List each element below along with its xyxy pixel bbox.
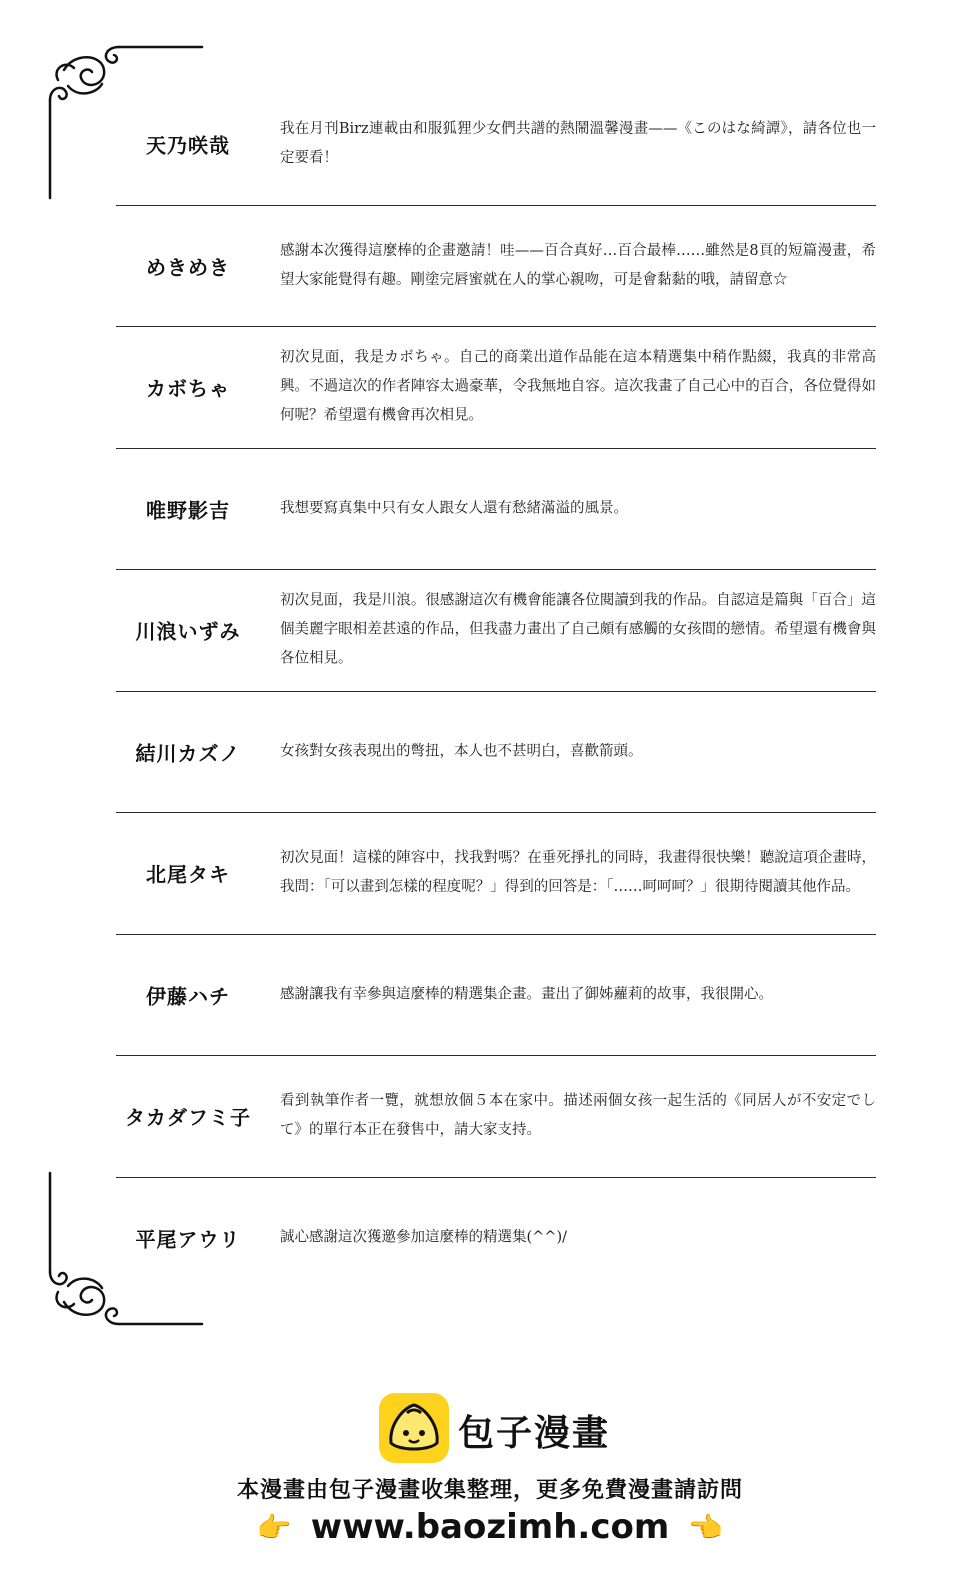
author-name: めきめき (146, 255, 230, 280)
author-comment: 我想要寫真集中只有女人跟女人還有愁緒滿溢的風景。 (280, 500, 628, 517)
list-item (116, 1056, 876, 1178)
site-link[interactable]: www.baozimh.com (310, 1507, 670, 1547)
author-name: 結川カズノ (135, 741, 241, 766)
list-item (116, 84, 876, 206)
author-name: 伊藤ハチ (146, 984, 230, 1009)
baozi-logo-icon (379, 1393, 449, 1463)
pointing-hand-icon: 👉 (256, 1510, 292, 1544)
author-comments-list (116, 84, 876, 1299)
pointing-hand-icon: 👈 (688, 1510, 724, 1544)
list-item (116, 449, 876, 571)
author-comment: 初次見面，我是川浪。很感謝這次有機會能讓各位閱讀到我的作品。自認這是篇與「百合」這個美麗字眼相差甚遠的作品，但我盡力畫出了自己頗有感觸的女孩間的戀情。希望還有機會與各位相見。 (280, 592, 876, 667)
watermark-footer (0, 1385, 980, 1586)
list-item (116, 692, 876, 814)
list-item (116, 935, 876, 1057)
author-name: カボちゃ (146, 376, 230, 401)
author-name: タカダフミ子 (125, 1105, 251, 1130)
author-comment: 看到執筆作者一覽，就想放個５本在家中。描述兩個女孩一起生活的《同居人が不安定でして》的單行本正在發售中，請大家支持。 (280, 1093, 876, 1139)
list-item (116, 206, 876, 328)
author-name: 川浪いずみ (135, 619, 241, 644)
list-item (116, 1178, 876, 1300)
author-comment: 我在月刊Birz連載由和服狐狸少女們共譜的熱鬧溫馨漫畫——《このはな綺譚》，請各位也一定要看！ (280, 121, 876, 167)
list-item (116, 570, 876, 692)
author-comment: 女孩對女孩表現出的彆扭，本人也不甚明白，喜歡箭頭。 (280, 743, 643, 760)
author-comment: 初次見面，我是カボちゃ。自己的商業出道作品能在這本精選集中稍作點綴，我真的非常高興。不過這次的作者陣容太過豪華，令我無地自容。這次我畫了自己心中的百合，各位覺得如何呢？希望還有機會再次相見。 (280, 349, 876, 424)
author-name: 北尾タキ (146, 862, 230, 887)
list-item (116, 327, 876, 449)
author-name: 唯野影吉 (146, 498, 230, 523)
author-comment: 初次見面！這樣的陣容中，找我對嗎？在垂死掙扎的同時，我畫得很快樂！聽說這項企畫時，我問：「可以畫到怎樣的程度呢？」得到的回答是：「……呵呵呵？」很期待閱讀其他作品。 (280, 850, 876, 896)
list-item (116, 813, 876, 935)
author-name: 平尾アウリ (135, 1227, 241, 1252)
author-comment: 感謝本次獲得這麼棒的企畫邀請！哇——百合真好…百合最棒……雖然是8頁的短篇漫畫，希望大家能覺得有趣。剛塗完唇蜜就在人的掌心親吻，可是會黏黏的哦，請留意☆ (280, 242, 876, 288)
url-row (0, 1507, 980, 1547)
author-comment: 感謝讓我有幸參與這麼棒的精選集企畫。畫出了御姊蘿莉的故事，我很開心。 (280, 986, 773, 1003)
watermark-notice: 本漫畫由包子漫畫收集整理，更多免費漫畫請訪問 (236, 1478, 743, 1503)
author-comment: 誠心感謝這次獲邀參加這麼棒的精選集(^^)/ (280, 1229, 567, 1246)
brand-name: 包子漫畫 (458, 1413, 611, 1454)
author-name: 天乃咲哉 (146, 133, 230, 158)
